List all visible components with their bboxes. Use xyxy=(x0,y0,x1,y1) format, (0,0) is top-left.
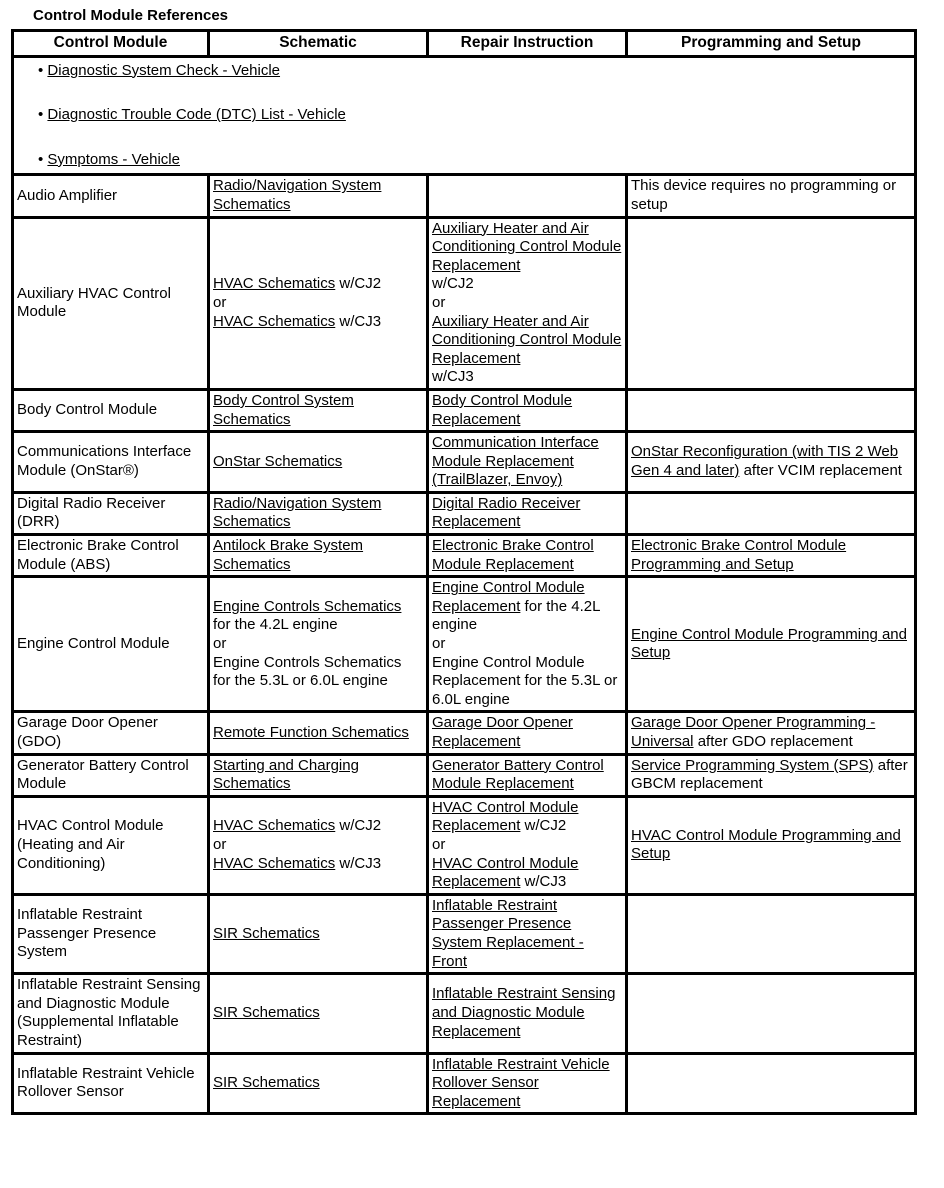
programming-text: after GBCM replacement xyxy=(631,756,908,793)
schematic-link[interactable]: SIR Schematics xyxy=(213,1074,320,1092)
programming-cell xyxy=(627,796,916,894)
diagnostic-system-check-link[interactable]: Diagnostic System Check - Vehicle xyxy=(47,61,281,79)
table-row xyxy=(13,577,916,712)
repair-cell xyxy=(428,1053,627,1114)
module-name-cell: Generator Battery Control Module xyxy=(13,754,209,796)
repair-link[interactable]: Electronic Brake Control Module Replacement xyxy=(432,537,594,573)
schematic-link[interactable]: Antilock Brake System Schematics xyxy=(213,537,364,573)
schematic-link[interactable]: SIR Schematics xyxy=(213,1004,320,1022)
repair-cell xyxy=(428,796,627,894)
schematic-cell xyxy=(209,796,428,894)
page-title: Control Module References xyxy=(33,7,229,24)
schematic-text: w/CJ2 xyxy=(335,817,382,835)
schematic-text: for the 4.2L engine xyxy=(213,616,338,634)
module-name-cell: HVAC Control Module (Heating and Air Conditioning) xyxy=(13,796,209,894)
table-row xyxy=(13,492,916,534)
schematic-text: Engine Controls Schematics for the 5.3L or 6.0L engine xyxy=(213,653,402,690)
programming-cell xyxy=(627,577,916,712)
table-row xyxy=(13,175,916,217)
schematic-cell xyxy=(209,577,428,712)
general-links-row xyxy=(13,56,916,175)
repair-text: Engine Control Module Replacement for the 5.3L or 6.0L engine xyxy=(432,653,618,708)
programming-link[interactable]: Service Programming System (SPS) xyxy=(631,756,874,774)
header-repair-instruction: Repair Instruction xyxy=(428,31,627,57)
schematic-cell xyxy=(209,389,428,431)
repair-link[interactable]: Garage Door Opener Replacement xyxy=(432,714,573,750)
module-name-cell: Garage Door Opener (GDO) xyxy=(13,712,209,754)
schematic-text: or xyxy=(213,635,227,653)
repair-cell xyxy=(428,577,627,712)
schematic-link[interactable]: HVAC Schematics xyxy=(213,275,336,293)
programming-cell xyxy=(627,974,916,1053)
schematic-cell xyxy=(209,974,428,1053)
schematic-link[interactable]: SIR Schematics xyxy=(213,924,320,942)
programming-text: after GDO replacement xyxy=(693,733,853,750)
module-name-cell: Inflatable Restraint Vehicle Rollover Sensor xyxy=(13,1053,209,1114)
bullet-item: • Diagnostic System Check - Vehicle xyxy=(38,61,281,79)
table-row xyxy=(13,712,916,754)
programming-cell xyxy=(627,535,916,577)
programming-cell xyxy=(627,492,916,534)
repair-cell xyxy=(428,389,627,431)
programming-cell xyxy=(627,712,916,754)
repair-link[interactable]: Body Control Module Replacement xyxy=(432,391,573,428)
programming-cell xyxy=(627,1053,916,1114)
repair-cell xyxy=(428,492,627,534)
schematic-text: w/CJ3 xyxy=(335,312,382,330)
repair-link[interactable]: Auxiliary Heater and Air Conditioning Control Module Replacement xyxy=(432,219,622,274)
programming-cell xyxy=(627,217,916,389)
repair-link[interactable]: Inflatable Restraint Sensing and Diagnostic Module Replacement xyxy=(432,985,616,1040)
repair-text: w/CJ2 xyxy=(432,275,474,293)
repair-cell xyxy=(428,974,627,1053)
repair-cell xyxy=(428,217,627,389)
header-programming-setup: Programming and Setup xyxy=(627,31,916,57)
schematic-link[interactable]: HVAC Schematics xyxy=(213,817,336,835)
schematic-text: w/CJ2 xyxy=(335,275,382,293)
schematic-link[interactable]: Engine Controls Schematics xyxy=(213,597,402,615)
header-control-module: Control Module xyxy=(13,31,209,57)
programming-cell xyxy=(627,175,916,217)
repair-text: or xyxy=(432,835,446,853)
programming-cell xyxy=(627,754,916,796)
module-name-cell: Communications Interface Module (OnStar®) xyxy=(13,432,209,493)
repair-link[interactable]: Inflatable Restraint Passenger Presence System Replacement - Front xyxy=(432,896,584,970)
schematic-link[interactable]: Radio/Navigation System Schematics xyxy=(213,494,382,531)
repair-cell xyxy=(428,712,627,754)
schematic-link[interactable]: HVAC Schematics xyxy=(213,312,336,330)
schematic-text: or xyxy=(213,835,227,853)
schematic-cell xyxy=(209,754,428,796)
programming-link[interactable]: Engine Control Module Programming and Setup xyxy=(631,625,907,662)
repair-cell xyxy=(428,894,627,973)
repair-link[interactable]: HVAC Control Module Replacement xyxy=(432,854,579,891)
module-name-cell: Inflatable Restraint Passenger Presence System xyxy=(13,894,209,973)
schematic-text: or xyxy=(213,293,227,311)
module-name-cell: Digital Radio Receiver (DRR) xyxy=(13,492,209,534)
repair-text: w/CJ2 xyxy=(520,817,567,835)
general-links-cell xyxy=(13,56,916,175)
schematic-link[interactable]: Radio/Navigation System Schematics xyxy=(213,177,382,213)
schematic-cell xyxy=(209,432,428,493)
repair-link[interactable]: Inflatable Restraint Vehicle Rollover Sensor Replacement xyxy=(432,1055,610,1110)
schematic-link[interactable]: Remote Function Schematics xyxy=(213,723,409,741)
symptoms-link[interactable]: Symptoms - Vehicle xyxy=(47,150,180,168)
table-row xyxy=(13,894,916,973)
schematic-cell xyxy=(209,1053,428,1114)
repair-cell xyxy=(428,535,627,577)
schematic-cell xyxy=(209,894,428,973)
repair-link[interactable]: Auxiliary Heater and Air Conditioning Control Module Replacement xyxy=(432,312,622,367)
programming-text: This device requires no programming or setup xyxy=(631,177,897,213)
repair-text: w/CJ3 xyxy=(432,368,474,386)
module-name-cell: Audio Amplifier xyxy=(13,175,209,217)
module-name-cell: Auxiliary HVAC Control Module xyxy=(13,217,209,389)
bullet-item: • Diagnostic Trouble Code (DTC) List - Vehicle xyxy=(38,106,346,124)
table-row xyxy=(13,754,916,796)
schematic-cell xyxy=(209,535,428,577)
table-row xyxy=(13,796,916,894)
repair-link[interactable]: Engine Control Module Replacement xyxy=(432,579,585,615)
schematic-text: w/CJ3 xyxy=(335,854,382,872)
programming-cell xyxy=(627,389,916,431)
programming-cell xyxy=(627,894,916,973)
schematic-link[interactable]: OnStar Schematics xyxy=(213,452,343,470)
repair-text: for the 4.2L engine xyxy=(432,597,600,634)
table-row xyxy=(13,1053,916,1114)
repair-link[interactable]: Communication Interface Module Replacement (TrailBlazer, Envoy) xyxy=(432,434,599,489)
schematic-cell xyxy=(209,712,428,754)
table-row xyxy=(13,974,916,1053)
repair-link[interactable]: Generator Battery Control Module Replacement xyxy=(432,756,604,793)
repair-text: or xyxy=(432,293,446,311)
header-row xyxy=(13,31,916,57)
repair-cell xyxy=(428,175,627,217)
module-name-cell: Inflatable Restraint Sensing and Diagnostic Module (Supplemental Inflatable Restraint) xyxy=(13,974,209,1053)
programming-cell xyxy=(627,432,916,493)
repair-cell xyxy=(428,432,627,493)
programming-link[interactable]: HVAC Control Module Programming and Setup xyxy=(631,826,901,863)
schematic-cell xyxy=(209,492,428,534)
control-module-table xyxy=(11,29,917,1115)
bullet-item: • Symptoms - Vehicle xyxy=(38,150,180,168)
table-row xyxy=(13,432,916,493)
schematic-cell xyxy=(209,217,428,389)
programming-link[interactable]: Electronic Brake Control Module Programming and Setup xyxy=(631,537,847,573)
module-name-cell: Electronic Brake Control Module (ABS) xyxy=(13,535,209,577)
table-row xyxy=(13,535,916,577)
repair-link[interactable]: HVAC Control Module Replacement xyxy=(432,798,579,835)
table-row xyxy=(13,389,916,431)
schematic-link[interactable]: Starting and Charging Schematics xyxy=(213,756,359,793)
programming-link[interactable]: OnStar Reconfiguration (with TIS 2 Web Gen 4 and later) xyxy=(631,443,899,479)
module-name-cell: Engine Control Module xyxy=(13,577,209,712)
repair-text: w/CJ3 xyxy=(520,873,567,891)
programming-link[interactable]: Garage Door Opener Programming - Universal xyxy=(631,714,876,750)
dtc-list-link[interactable]: Diagnostic Trouble Code (DTC) List - Vehicle xyxy=(47,106,346,124)
schematic-link[interactable]: Body Control System Schematics xyxy=(213,391,354,428)
repair-link[interactable]: Digital Radio Receiver Replacement xyxy=(432,494,581,531)
schematic-cell xyxy=(209,175,428,217)
schematic-link[interactable]: HVAC Schematics xyxy=(213,854,336,872)
programming-text: after VCIM replacement xyxy=(739,461,902,479)
header-schematic: Schematic xyxy=(209,31,428,57)
table-row xyxy=(13,217,916,389)
repair-text: or xyxy=(432,635,446,653)
module-name-cell: Body Control Module xyxy=(13,389,209,431)
repair-cell xyxy=(428,754,627,796)
